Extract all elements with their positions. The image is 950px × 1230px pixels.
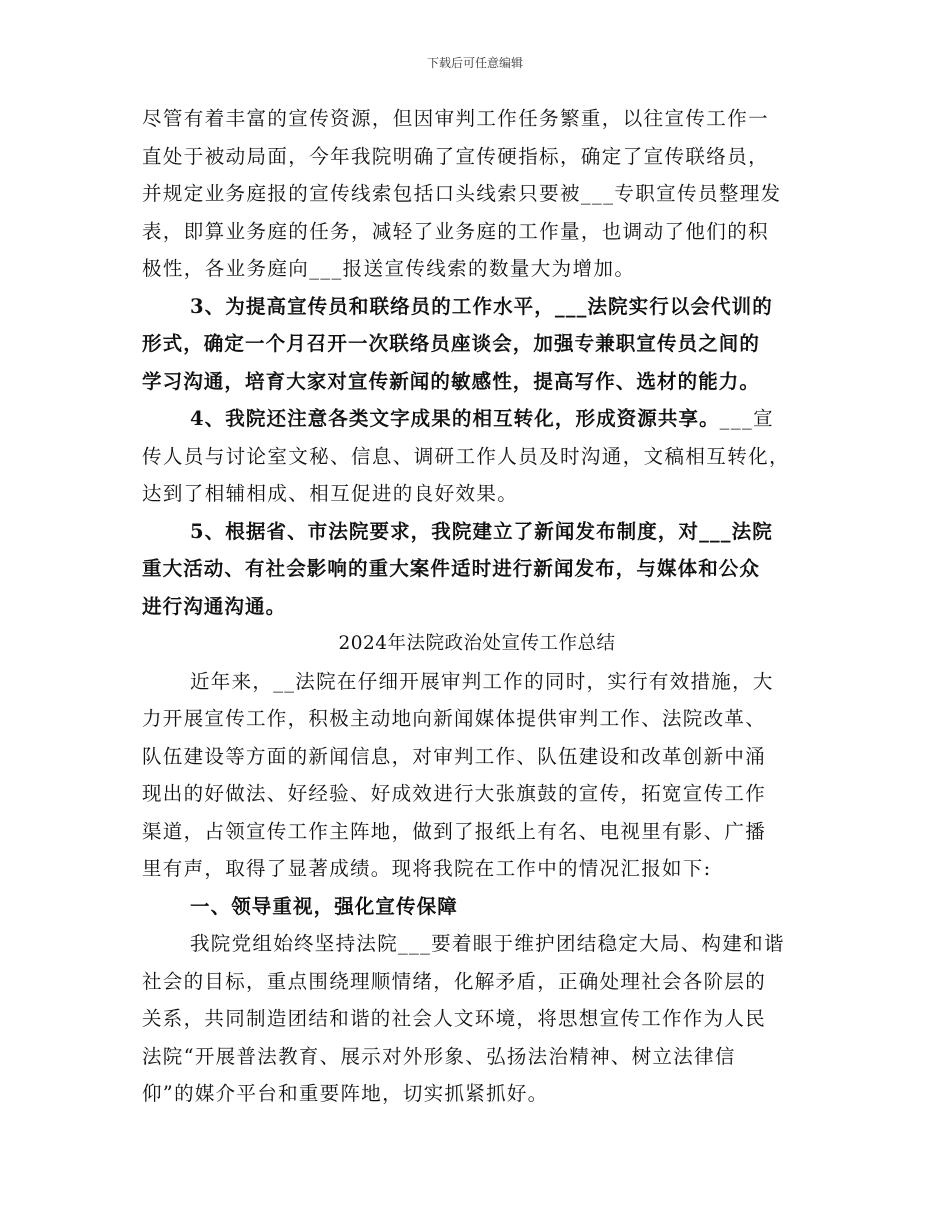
bold-segment: 4、我院还注意各类文字成果的相互转化，形成资源共享。 (190, 407, 720, 430)
paragraph-line: 近年来，__法院在仔细开展审判工作的同时，实行有效措施，大 (190, 669, 774, 693)
mixed-paragraph-line (142, 400, 812, 438)
document-body (142, 100, 812, 1113)
paragraph-line: 尽管有着丰富的宣传资源，但因审判工作任务繁重，以往宣传工作一 (142, 107, 770, 130)
paragraph-line: 直处于被动局面，今年我院明确了宣传硬指标，确定了宣传联络员， (142, 144, 770, 168)
page-header: 下载后可任意编辑 (426, 56, 523, 70)
paragraph-line: 达到了相辅相成、相互促进的良好效果。 (142, 482, 519, 505)
paragraph-line: 传人员与讨论室文秘、信息、调研工作人员及时沟通，文稿相互转化， (142, 444, 790, 468)
paragraph-line: 现出的好做法、好经验、好成效进行大张旗鼓的宣传，拓宽宣传工作 (142, 782, 767, 805)
bold-paragraph-line: 形式，确定一个月召开一次联络员座谈会，加强专兼职宣传员之间的 (142, 332, 761, 355)
bold-paragraph-line: 学习沟通，培育大家对宣传新闻的敏感性，提高写作、选材的能力。 (142, 369, 761, 393)
bold-paragraph-line: 3、为提高宣传员和联络员的工作水平，___法院实行以会代训的 (190, 294, 773, 318)
paragraph-line: 极性，各业务庭向___报送宣传线索的数量大为增加。 (142, 257, 636, 280)
paragraph-line: 仰”的媒介平台和重要阵地，切实抓紧抓好。 (142, 1082, 549, 1105)
normal-segment: ___宣 (719, 407, 775, 430)
bold-paragraph-line: 5、根据省、市法院要求，我院建立了新闻发布制度，对___法院 (190, 519, 773, 543)
paragraph-line: 并规定业务庭报的宣传线索包括口头线索只要被___专职宣传员整理发 (142, 182, 782, 205)
paragraph-line: 里有声，取得了显著成绩。现将我院在工作中的情况汇报如下: (142, 857, 712, 880)
paragraph-line: 社会的目标，重点围绕理顺情绪，化解矛盾，正确处理社会各阶层的 (142, 969, 767, 993)
paragraph-line: 关系，共同制造团结和谐的社会人文环境，将思想宣传工作作为人民 (142, 1007, 767, 1030)
paragraph-line: 我院党组始终坚持法院___要着眼于维护团结稳定大局、构建和谐 (190, 932, 785, 955)
paragraph-line: 力开展宣传工作，积极主动地向新闻媒体提供审判工作、法院改革、 (142, 707, 767, 730)
document-title: 2024年法院政治处宣传工作总结 (338, 633, 616, 654)
paragraph-line: 渠道，占领宣传工作主阵地，做到了报纸上有名、电视里有影、广播 (142, 819, 767, 843)
bold-paragraph-line: 重大活动、有社会影响的重大案件适时进行新闻发布，与媒体和公众 (142, 557, 761, 580)
bold-paragraph-line: 进行沟通沟通。 (142, 594, 287, 618)
paragraph-line: 表，即算业务庭的任务，减轻了业务庭的工作量，也调动了他们的积 (142, 219, 770, 243)
section-heading: 一、领导重视，强化宣传保障 (190, 894, 458, 918)
paragraph-line: 队伍建设等方面的新闻信息，对审判工作、队伍建设和改革创新中涌 (142, 744, 767, 768)
paragraph-line: 法院“开展普法教育、展示对外形象、弘扬法治精神、树立法律信 (142, 1044, 736, 1068)
